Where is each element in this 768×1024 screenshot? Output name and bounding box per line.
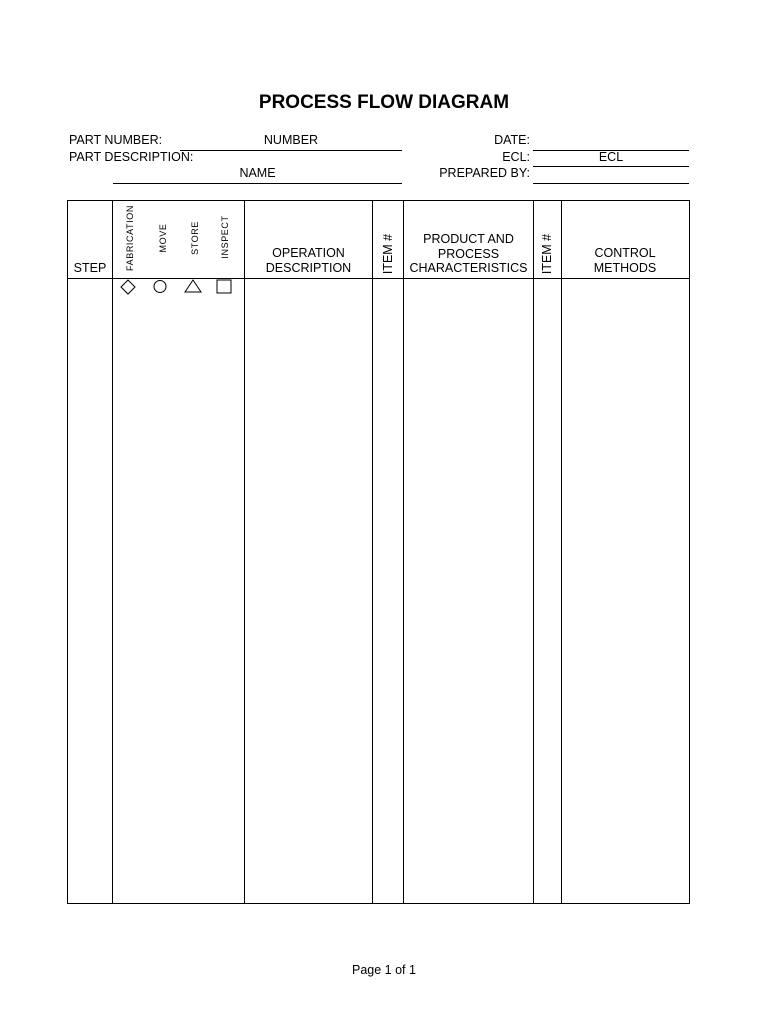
col-item-1: ITEM #	[381, 233, 395, 275]
circle-icon	[154, 281, 166, 293]
date-label: DATE:	[494, 133, 530, 147]
prepared-by-label: PREPARED BY:	[439, 166, 530, 180]
col-operation-line1: OPERATION	[272, 246, 345, 260]
divider-symbols	[244, 200, 245, 903]
square-icon	[217, 280, 231, 293]
col-product-line2: PROCESS	[437, 246, 500, 261]
divider-item1	[403, 200, 404, 903]
col-step: STEP	[73, 261, 107, 275]
diamond-icon	[121, 280, 135, 294]
page-number: Page 1 of 1	[352, 963, 416, 977]
part-description-label: PART DESCRIPTION:	[69, 150, 194, 164]
divider-product	[533, 200, 534, 903]
name-underline	[113, 183, 402, 184]
col-inspect: INSPECT	[220, 215, 230, 259]
col-product-characteristics	[404, 232, 533, 276]
part-number-value[interactable]: NUMBER	[263, 133, 319, 147]
col-control-line1: CONTROL	[594, 246, 656, 260]
col-item-2: ITEM #	[540, 233, 554, 275]
col-operation-description	[245, 246, 372, 275]
page-title: PROCESS FLOW DIAGRAM	[258, 92, 510, 113]
process-table	[67, 200, 690, 904]
col-product-line3: CHARACTERISTICS	[409, 261, 528, 275]
col-move: MOVE	[158, 223, 168, 253]
prepared-by-underline	[533, 183, 689, 184]
ecl-underline	[533, 166, 689, 167]
name-value[interactable]: NAME	[239, 166, 276, 180]
col-fabrication: FABRICATION	[125, 205, 135, 271]
divider-step	[112, 200, 113, 903]
part-number-underline	[180, 150, 402, 151]
ecl-label: ECL:	[502, 150, 530, 164]
col-operation-line2: DESCRIPTION	[265, 260, 352, 275]
flow-symbols	[112, 278, 245, 296]
col-control-methods	[562, 246, 688, 275]
part-number-label: PART NUMBER:	[69, 133, 163, 147]
col-product-line1: PRODUCT AND	[423, 232, 514, 246]
divider-operation	[372, 200, 373, 903]
col-store: STORE	[190, 221, 200, 255]
ecl-value[interactable]: ECL	[598, 150, 624, 164]
divider-item2	[561, 200, 562, 903]
triangle-icon	[185, 280, 201, 292]
col-control-line2: METHODS	[593, 260, 657, 275]
